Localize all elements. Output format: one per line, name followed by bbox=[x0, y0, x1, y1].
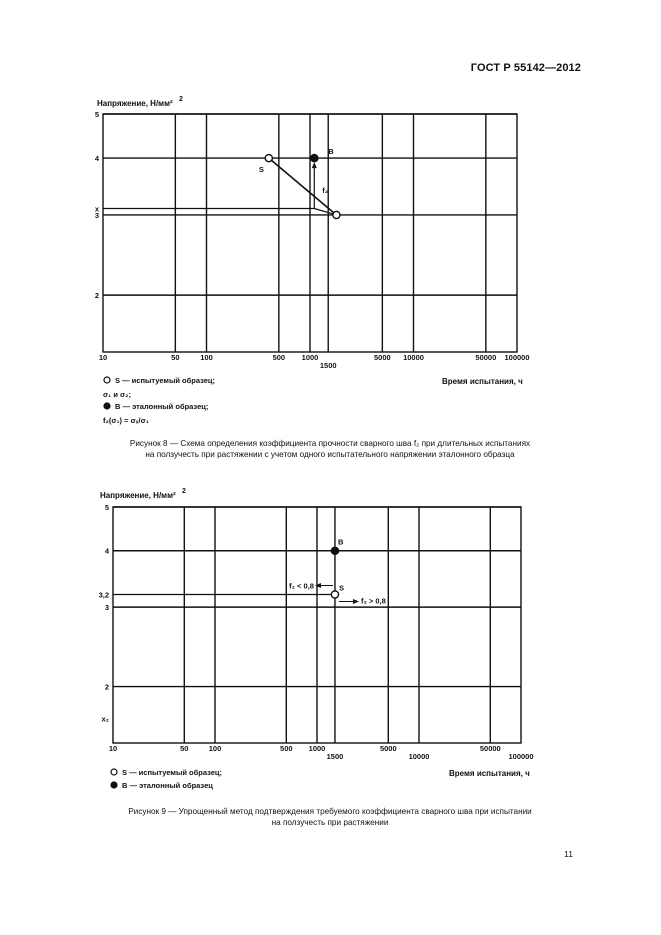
y-axis-label-superscript: 2 bbox=[182, 488, 186, 495]
y-extra-label: 3,2 bbox=[98, 590, 109, 600]
x-tick-label: 500 bbox=[280, 744, 293, 753]
x-tick-label: 50000 bbox=[479, 744, 501, 753]
caption-line: Рисунок 9 — Упрощенный метод подтверждения требуемого коэффициента сварного шва при испытании bbox=[128, 807, 532, 816]
y-axis-label: Напряжение, Н/мм² bbox=[97, 99, 173, 108]
annotation-s: S bbox=[338, 583, 344, 593]
x-axis-label: Время испытания, ч bbox=[442, 377, 523, 386]
y-tick-label: 2 bbox=[104, 682, 109, 692]
legend bbox=[111, 768, 222, 790]
annotation-f-more: f₂ > 0,8 bbox=[360, 596, 386, 606]
y-tick-label: 2 bbox=[94, 291, 99, 301]
y-tick-label: 5 bbox=[104, 503, 109, 512]
legend-entry: S — испытуемый образец; bbox=[122, 768, 223, 777]
annotation-b: B bbox=[328, 147, 334, 157]
y-axis-label: Напряжение, Н/мм² bbox=[100, 491, 176, 500]
annotation-b: B bbox=[337, 537, 344, 547]
x-tick-label: 100 bbox=[200, 353, 213, 362]
y-tick-label: 3 bbox=[94, 210, 99, 220]
legend-entry: B — эталонный образец; bbox=[115, 402, 209, 411]
x-tick-label: 10 bbox=[98, 353, 108, 362]
x-tick-label: 50 bbox=[180, 744, 189, 753]
y-extra-label: x bbox=[94, 204, 99, 214]
x-tick-label: 50 bbox=[171, 353, 180, 362]
tick-labels bbox=[105, 503, 534, 761]
legend-filled-marker bbox=[111, 782, 117, 788]
x-tick-label: 100000 bbox=[508, 752, 534, 761]
x-tick-label: 10000 bbox=[408, 752, 430, 761]
x-axis-label: Время испытания, ч bbox=[449, 769, 530, 778]
caption-line: на ползучесть при растяжении с учетом одного испытательного напряжении эталонного образца bbox=[145, 450, 515, 459]
x-tick-label: 10000 bbox=[403, 353, 424, 362]
chart-grid bbox=[113, 507, 521, 743]
annotation-s: S bbox=[258, 165, 264, 175]
y-extra-label: x₂ bbox=[101, 714, 109, 724]
construction-lines bbox=[113, 583, 359, 604]
x-tick-label: 1500 bbox=[326, 752, 344, 761]
x-tick-label: 10 bbox=[108, 744, 118, 753]
document-code: ГОСТ Р 55142—2012 bbox=[470, 62, 581, 74]
open-point bbox=[331, 591, 338, 598]
x-tick-label: 50000 bbox=[475, 353, 497, 362]
legend-entry: σ₁ и σ₂; bbox=[103, 390, 131, 399]
arrow-head bbox=[315, 583, 321, 588]
annotation-f: f₂ bbox=[322, 186, 329, 196]
arrow-head bbox=[353, 599, 359, 604]
annotation-f-less: f₂ < 0,8 bbox=[289, 581, 314, 591]
y-tick-label: 3 bbox=[104, 603, 109, 613]
figure-9-caption bbox=[60, 806, 600, 828]
y-axis-label-superscript: 2 bbox=[179, 96, 183, 103]
x-tick-label: 5000 bbox=[373, 353, 391, 362]
caption-line: Рисунок 8 — Схема определения коэффициента прочности сварного шва f₂ при длительных испытаниях bbox=[129, 439, 531, 448]
y-tick-label: 4 bbox=[94, 154, 99, 164]
y-tick-label: 4 bbox=[104, 546, 109, 556]
caption-line: на ползучесть при растяжении bbox=[271, 818, 389, 827]
legend-entry: S — испытуемый образец; bbox=[115, 376, 216, 385]
y-tick-label: 5 bbox=[94, 110, 99, 119]
x-tick-label: 1000 bbox=[301, 353, 319, 362]
x-tick-label: 100 bbox=[208, 744, 222, 753]
x-tick-label: 1500 bbox=[319, 361, 337, 370]
x-tick-label: 1000 bbox=[308, 744, 326, 753]
page-number: 11 bbox=[564, 849, 573, 859]
legend-entry: f₂(σ₁) = σₓ/σ₁ bbox=[103, 416, 149, 425]
filled-point bbox=[331, 547, 338, 554]
x-tick-label: 500 bbox=[272, 353, 286, 362]
annotations bbox=[99, 538, 386, 724]
legend-open-marker bbox=[111, 769, 117, 775]
legend-entry: B — эталонный образец bbox=[122, 781, 213, 790]
x-tick-label: 5000 bbox=[379, 744, 397, 753]
x-tick-label: 100000 bbox=[504, 353, 530, 362]
